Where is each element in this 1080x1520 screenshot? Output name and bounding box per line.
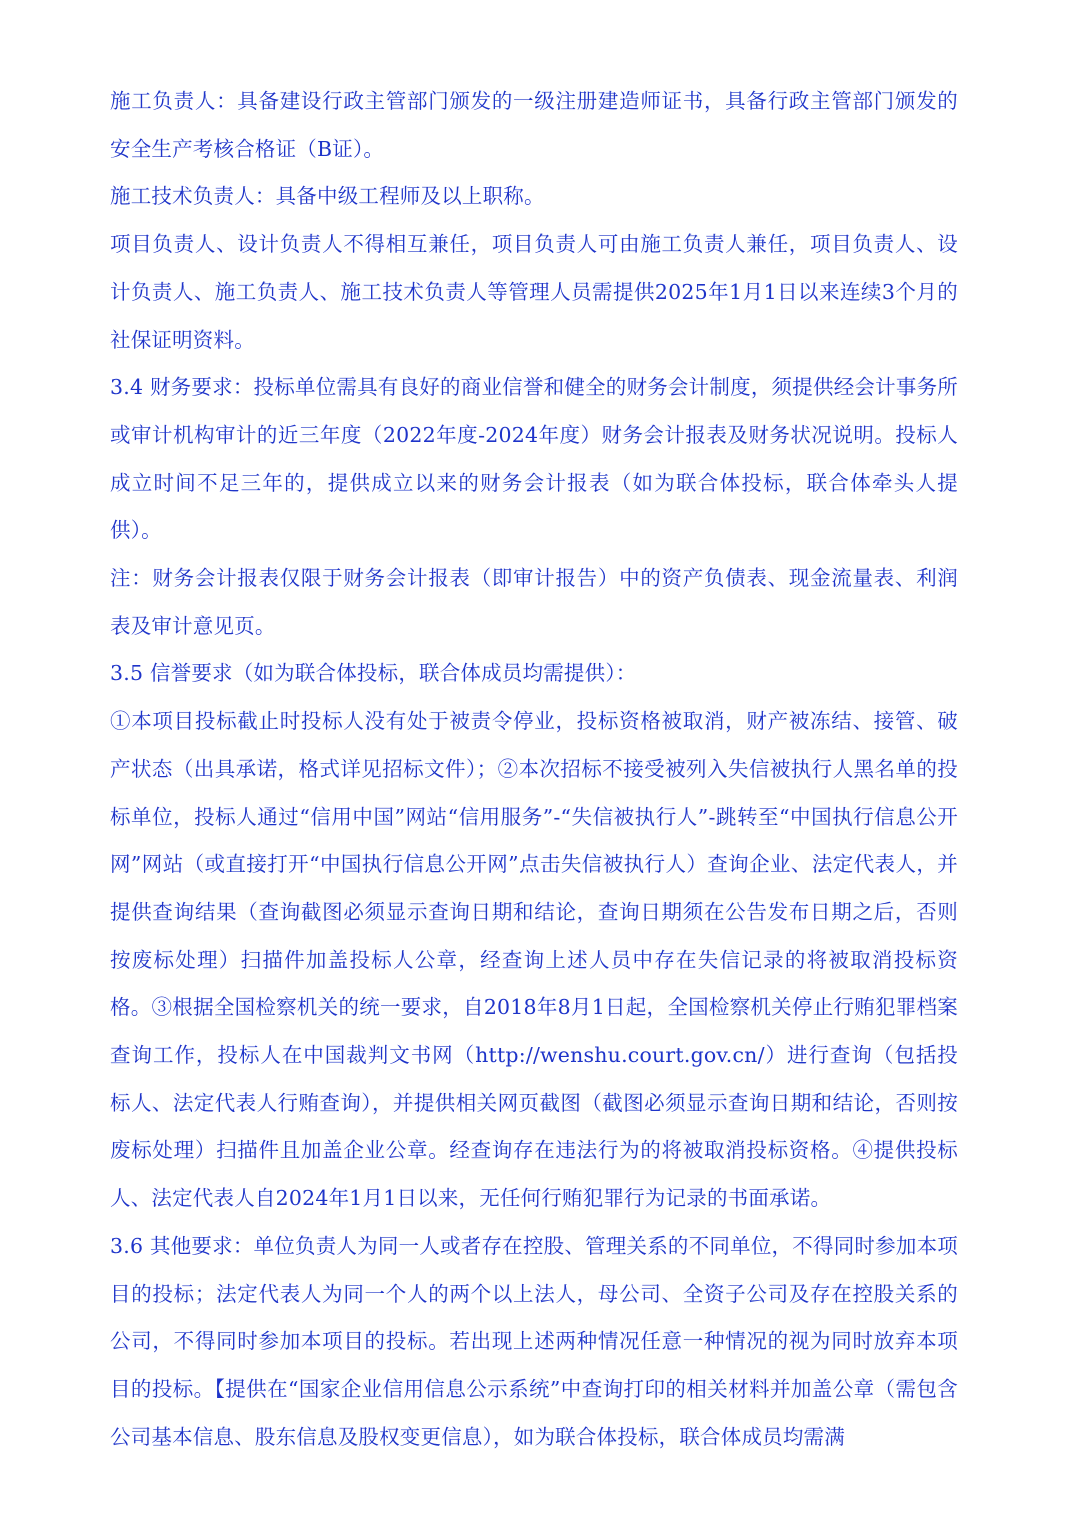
paragraph-credit-requirements: ①本项目投标截止时投标人没有处于被责令停业，投标资格被取消，财产被冻结、接管、破产状态（出具承诺，格式详见招标文件）；②本次招标不接受被列入失信被执行人黑名单的投标单位，投标人通过“信用中国”网站“信用服务”-“失信被执行人”-跳转至“中国执行信息公开网”网站（或直接打开“中国执行信息公开网”点击失信被执行人）查询企业、法定代表人，并提供查询结果（查询截图必须显示查询日期和结论，查询日期须在公告发布日期之后，否则按废标处理）扫描件加盖投标人公章，经查询上述人员中存在失信记录的将被取消投标资格。③根据全国检察机关的统一要求，自2018年8月1日起，全国检察机关停止行贿犯罪档案查询工作，投标人在中国裁判文书网（http://wenshu.court.gov.cn/）进行查询（包括投标人、法定代表人行贿查询），并提供相关网页截图（截图必须显示查询日期和结论，否则按废标处理）扫描件且加盖企业公章。经查询存在违法行为的将被取消投标资格。④提供投标人、法定代表人自2024年1月1日以来，无任何行贿犯罪行为记录的书面承诺。 <box>110 709 958 1211</box>
paragraph-credit-heading: 3.5 信誉要求（如为联合体投标，联合体成员均需提供）： <box>110 661 637 686</box>
paragraph-personnel-requirements: 项目负责人、设计负责人不得相互兼任，项目负责人可由施工负责人兼任，项目负责人、设计负责人、施工负责人、施工技术负责人等管理人员需提供2025年1月1日以来连续3个月的社保证明资料。 <box>110 232 958 352</box>
paragraph-technical-leader: 施工技术负责人：具备中级工程师及以上职称。 <box>110 184 545 209</box>
paragraph-other-requirements: 3.6 其他要求：单位负责人为同一人或者存在控股、管理关系的不同单位，不得同时参加本项目的投标；法定代表人为同一个人的两个以上法人，母公司、全资子公司及存在控股关系的公司，不得同时参加本项目的投标。若出现上述两种情况任意一种情况的视为同时放弃本项目的投标。【提供在“国家企业信用信息公示系统”中查询打印的相关材料并加盖公章（需包含公司基本信息、股东信息及股权变更信息），如为联合体投标，联合体成员均需满 <box>110 1233 958 1449</box>
document-body <box>110 78 958 1461</box>
paragraph-financial-requirements: 3.4 财务要求：投标单位需具有良好的商业信誉和健全的财务会计制度，须提供经会计事务所或审计机构审计的近三年度（2022年度-2024年度）财务会计报表及财务状况说明。投标人成立时间不足三年的，提供成立以来的财务会计报表（如为联合体投标，联合体牵头人提供）。 <box>110 375 958 543</box>
paragraph-financial-note: 注：财务会计报表仅限于财务会计报表（即审计报告）中的资产负债表、现金流量表、利润表及审计意见页。 <box>110 566 958 638</box>
paragraph-construction-leader: 施工负责人：具备建设行政主管部门颁发的一级注册建造师证书，具备行政主管部门颁发的安全生产考核合格证（B证）。 <box>110 89 958 161</box>
